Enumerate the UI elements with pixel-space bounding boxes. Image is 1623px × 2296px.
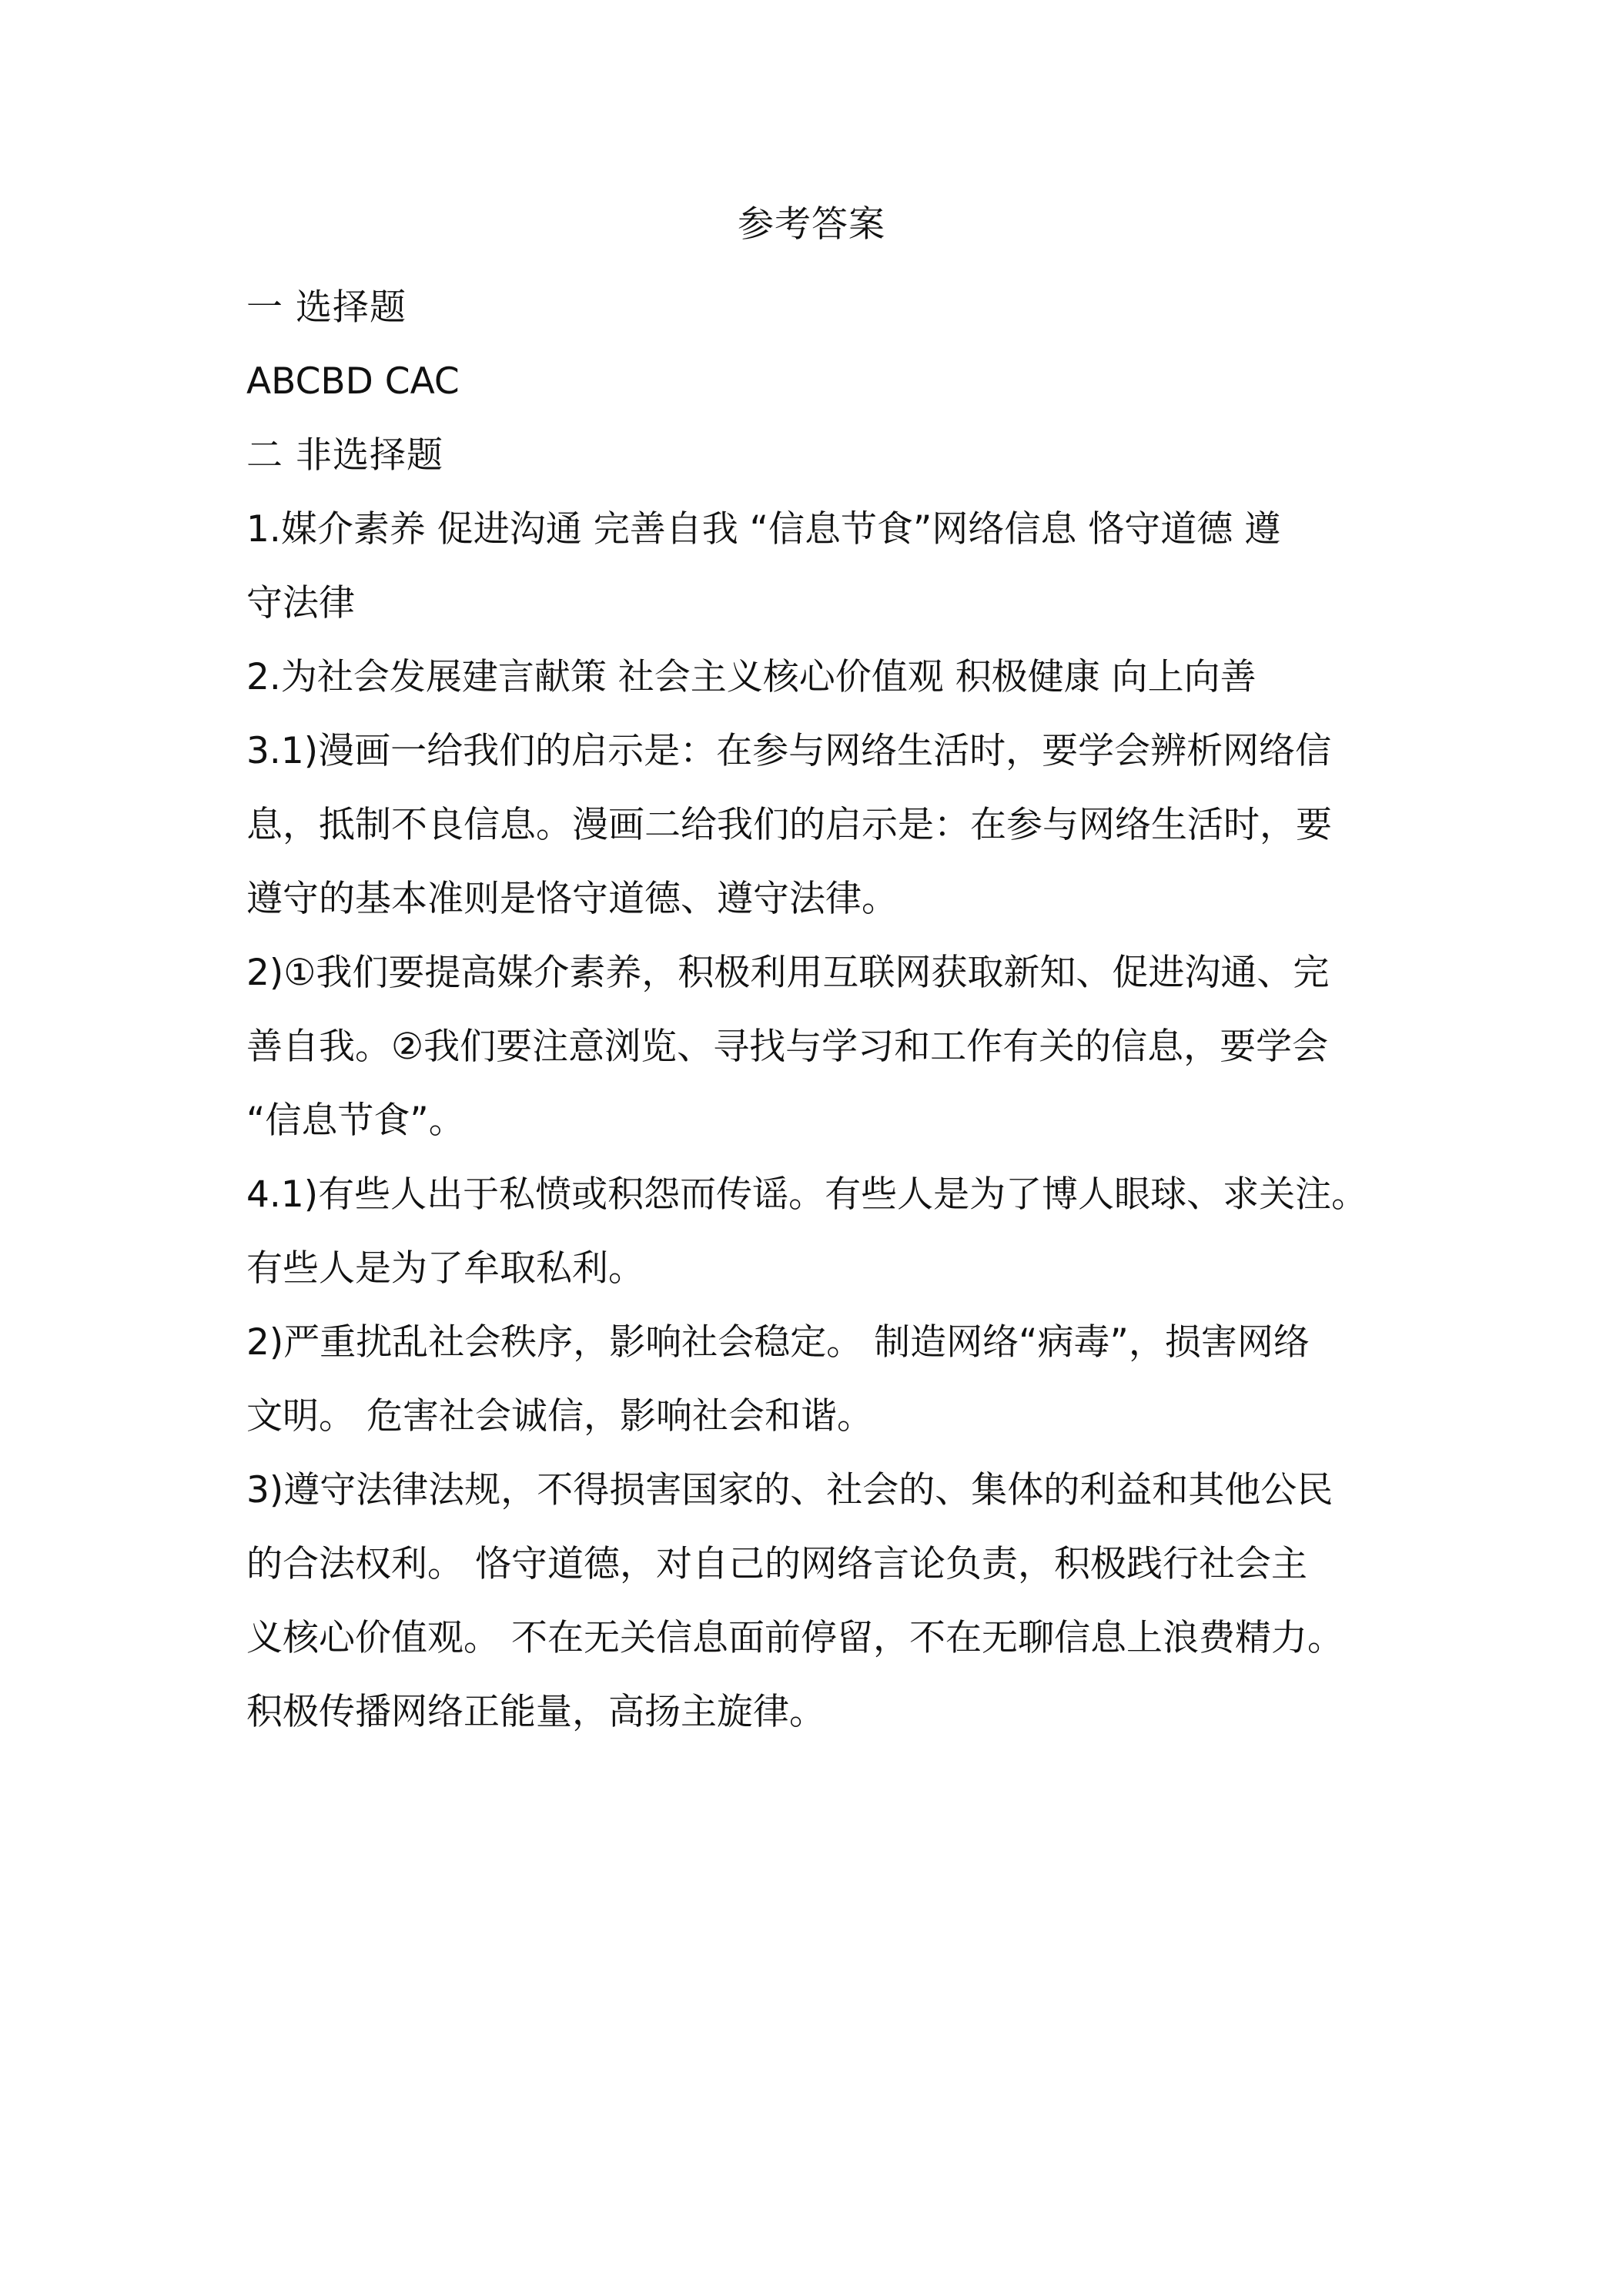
answer-line: 文明。 危害社会诚信，影响社会和谐。 (246, 1395, 873, 1438)
answer-line: 善自我。②我们要注意浏览、寻找与学习和工作有关的信息，要学会 (246, 1026, 1329, 1068)
answer-line: 的合法权利。 恪守道德，对自己的网络言论负责，积极践行社会主 (246, 1543, 1307, 1585)
answer-line: 遵守的基本准则是恪守道德、遵守法律。 (246, 878, 898, 920)
answer-line: 息，抵制不良信息。漫画二给我们的启示是：在参与网络生活时，要 (246, 804, 1332, 846)
answer-line: 3.1)漫画一给我们的启示是：在参与网络生活时，要学会辨析网络信 (246, 730, 1332, 772)
page-title: 参考答案 (738, 203, 885, 246)
answer-line: 2.为社会发展建言献策 社会主义核心价值观 积极健康 向上向善 (246, 656, 1257, 698)
answer-body (246, 271, 1386, 1749)
answer-line: 有些人是为了牟取私利。 (246, 1247, 644, 1290)
section-heading-non-choice: 二 非选择题 (246, 434, 443, 477)
answer-line: “信息节食”。 (246, 1099, 465, 1142)
answer-line: 2)严重扰乱社会秩序，影响社会稳定。 制造网络“病毒”，损害网络 (246, 1321, 1310, 1364)
answer-line: 4.1)有些人出于私愤或积怨而传谣。有些人是为了博人眼球、求关注。 (246, 1173, 1368, 1216)
answer-line: 1.媒介素养 促进沟通 完善自我 “信息节食”网络信息 恪守道德 遵 (246, 508, 1281, 551)
answer-line: 义核心价值观。 不在无关信息面前停留，不在无聊信息上浪费精力。 (246, 1617, 1344, 1659)
choice-answers: ABCBD CAC (246, 360, 460, 403)
section-heading-choice: 一 选择题 (246, 286, 407, 329)
answer-line: 积极传播网络正能量，高扬主旋律。 (246, 1691, 825, 1733)
answer-line: 守法律 (246, 582, 355, 624)
answer-line: 3)遵守法律法规，不得损害国家的、社会的、集体的利益和其他公民 (246, 1469, 1334, 1511)
answer-line: 2)①我们要提高媒介素养，积极利用互联网获取新知、促进沟通、完 (246, 952, 1330, 994)
